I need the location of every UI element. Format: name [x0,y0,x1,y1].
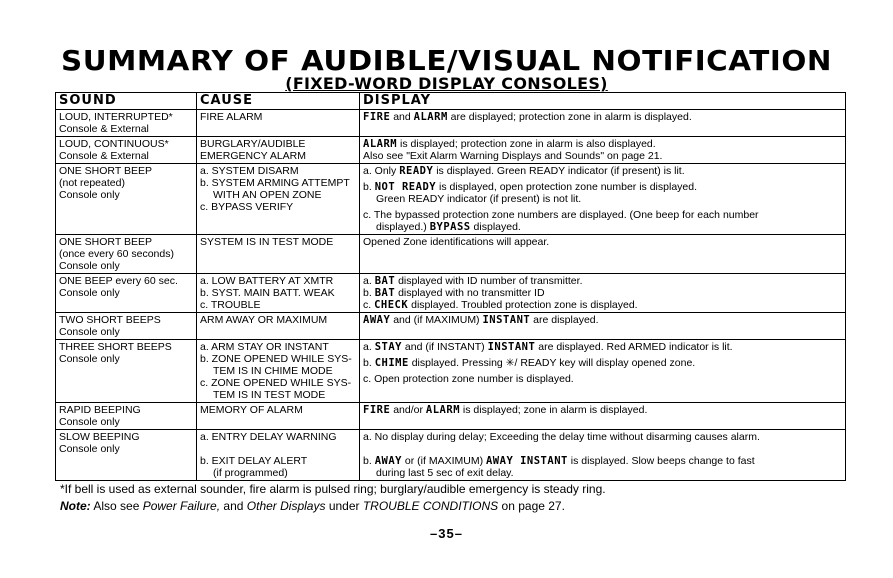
table-body [56,110,846,481]
display-word: FIRE [363,111,391,123]
table-row [56,403,846,430]
display-cell [360,137,846,164]
display-cell [360,274,846,313]
note-part: Also see [93,499,143,513]
sound-line: ONE BEEP every 60 sec. [59,275,178,287]
display-word: FIRE [363,404,391,416]
display-text: a. [363,275,375,287]
cause-line: MEMORY OF ALARM [200,404,303,416]
note [60,499,565,513]
sound-cell [56,137,197,164]
sound-line: Console only [59,326,120,338]
sound-cell [56,430,197,481]
display-word: CHIME [374,357,409,369]
cause-line: b. SYSTEM ARMING ATTEMPT [200,177,350,189]
display-cell [360,164,846,235]
display-line [363,341,842,353]
display-word: ALARM [363,138,398,150]
sound-cell [56,164,197,235]
cause-cell [197,340,360,403]
display-word: CHECK [374,299,409,311]
cause-line: c. ZONE OPENED WHILE SYS- [200,377,352,389]
display-text: a. [363,341,375,353]
table-row [56,430,846,481]
cause-cell [197,274,360,313]
display-text: displayed with ID number of transmitter. [395,275,583,287]
display-text: is displayed. Green READY indicator (if present) is lit. [433,165,685,177]
note-part: Other Displays [246,499,326,513]
sound-cell [56,403,197,430]
display-line [363,111,842,123]
cause-cell [197,430,360,481]
sound-line: Console only [59,260,120,272]
sound-line: Console only [59,443,120,455]
display-text: b. [363,181,375,193]
cause-line: a. SYSTEM DISARM [200,165,299,177]
display-text: is displayed. Slow beeps change to fast [567,455,755,467]
cause-line: a. ARM STAY OR INSTANT [200,341,329,353]
note-label: Note: [60,499,91,513]
table-header-row [56,93,846,110]
cause-cell [197,313,360,340]
display-word: ALARM [413,111,448,123]
display-text: are displayed. [530,314,599,326]
display-text: c. [363,299,375,311]
sound-cell [56,274,197,313]
display-line [363,431,842,443]
note-part: and [220,499,247,513]
display-text: a. No display during delay; Exceeding the delay time without disarming causes alarm. [363,431,760,443]
display-text: and/or [390,404,426,416]
display-cell [360,313,846,340]
cause-line: c. TROUBLE [200,299,261,311]
sound-line: (once every 60 seconds) [59,248,174,260]
table-row [56,137,846,164]
display-cell [360,430,846,481]
cause-cell [197,235,360,274]
display-line [363,181,842,193]
display-line [363,314,842,326]
display-text: or (if MAXIMUM) [401,455,486,467]
notification-table [55,92,846,481]
display-line [363,150,842,162]
sound-line: Console only [59,287,120,299]
display-word: BYPASS [429,221,471,233]
cause-line [200,443,356,455]
cause-cell [197,403,360,430]
cause-line: (if programmed) [213,467,288,479]
header-display: DISPLAY [360,93,846,110]
display-word: AWAY [374,455,402,467]
display-line [363,165,842,177]
sound-line: Console & External [59,150,149,162]
display-line [363,287,842,299]
display-line [363,455,842,467]
sound-cell [56,313,197,340]
display-cell [360,403,846,430]
sound-line: (not repeated) [59,177,125,189]
display-text: c. Open protection zone number is displayed. [363,373,574,385]
display-line [363,299,842,311]
display-text: Also see "Exit Alarm Warning Displays and Sounds" on page 21. [363,150,663,162]
display-text: are displayed; protection zone in alarm is displayed. [447,111,692,123]
page-subtitle: (FIXED-WORD DISPLAY CONSOLES) [285,74,608,93]
display-text: Green READY indicator (if present) is not lit. [376,193,582,205]
sound-line: Console only [59,353,120,365]
display-cell [360,110,846,137]
display-word: BAT [374,287,396,299]
cause-line: b. ZONE OPENED WHILE SYS- [200,353,352,365]
page-title: SUMMARY OF AUDIBLE/VISUAL NOTIFICATION [61,44,832,77]
header-cause: CAUSE [197,93,360,110]
sound-line: LOUD, CONTINUOUS* [59,138,169,150]
display-word: ALARM [425,404,461,416]
display-text: displayed with no transmitter ID [395,287,545,299]
display-text: and [390,111,414,123]
sound-line: Console & External [59,123,149,135]
cause-line: a. ENTRY DELAY WARNING [200,431,337,443]
cause-line: TEM IS IN TEST MODE [213,389,326,401]
cause-line: WITH AN OPEN ZONE [213,189,322,201]
display-cell [360,340,846,403]
display-text: is displayed, open protection zone number is displayed. [436,181,697,193]
display-line [363,193,842,205]
cause-line: ARM AWAY OR MAXIMUM [200,314,328,326]
table-row [56,110,846,137]
note-part: Power Failure, [142,499,221,513]
cause-line: TEM IS IN CHIME MODE [213,365,333,377]
display-line [363,221,842,233]
table-row [56,164,846,235]
note-part: on page 27. [498,499,565,513]
display-text: is displayed; zone in alarm is displayed. [460,404,648,416]
display-word: NOT READY [374,181,437,193]
note-part: under [325,499,363,513]
header-sound: SOUND [56,93,197,110]
note-part: TROUBLE CONDITIONS [362,499,499,513]
display-line [363,236,842,248]
table-row [56,274,846,313]
display-line [363,373,842,385]
sound-line: LOUD, INTERRUPTED* [59,111,173,123]
display-text: b. [363,357,375,369]
cause-cell [197,164,360,235]
cause-cell [197,137,360,164]
cause-line: SYSTEM IS IN TEST MODE [200,236,334,248]
page-number: –35– [430,526,463,541]
display-word: STAY [374,341,402,353]
sound-cell [56,340,197,403]
sound-line: ONE SHORT BEEP [59,236,152,248]
display-text: c. The bypassed protection zone numbers are displayed. (One beep for each number [363,209,759,221]
table-row [56,313,846,340]
display-text: displayed.) [376,221,430,233]
sound-line: Console only [59,416,120,428]
display-text: displayed. Troubled protection zone is displayed. [408,299,638,311]
cause-line: EMERGENCY ALARM [200,150,306,162]
display-text: are displayed. Red ARMED indicator is lit. [535,341,733,353]
display-line [363,209,842,221]
display-word: READY [399,165,434,177]
display-text: displayed. [470,221,521,233]
footnote: *If bell is used as external sounder, fire alarm is pulsed ring; burglary/audible emergency is steady ring. [60,482,606,496]
sound-cell [56,110,197,137]
cause-line: a. LOW BATTERY AT XMTR [200,275,334,287]
cause-line: c. BYPASS VERIFY [200,201,294,213]
display-text: and (if MAXIMUM) [390,314,483,326]
cause-cell [197,110,360,137]
cause-line: b. EXIT DELAY ALERT [200,455,308,467]
display-line [363,138,842,150]
display-text: and (if INSTANT) [401,341,488,353]
display-word: INSTANT [482,314,531,326]
display-text: displayed. Pressing ✳/ READY key will display opened zone. [408,357,696,369]
cause-line: b. SYST. MAIN BATT. WEAK [200,287,335,299]
sound-line: THREE SHORT BEEPS [59,341,172,353]
display-text: is displayed; protection zone in alarm is also displayed. [397,138,656,150]
sound-line: SLOW BEEPING [59,431,140,443]
display-line [363,467,842,479]
display-word: AWAY [363,314,391,326]
display-line [363,275,842,287]
cause-line: BURGLARY/AUDIBLE [200,138,306,150]
sound-cell [56,235,197,274]
sound-line: Console only [59,189,120,201]
display-line [363,443,842,455]
sound-line: TWO SHORT BEEPS [59,314,161,326]
display-text: a. Only [363,165,400,177]
display-word: AWAY INSTANT [485,455,568,467]
sound-line: ONE SHORT BEEP [59,165,152,177]
display-word: INSTANT [487,341,536,353]
display-text: during last 5 sec of exit delay. [376,467,514,479]
display-word: BAT [374,275,396,287]
table-row [56,340,846,403]
cause-line: FIRE ALARM [200,111,263,123]
display-text: b. [363,455,375,467]
table-row [56,235,846,274]
display-cell [360,235,846,274]
display-text: b. [363,287,375,299]
display-line [363,404,842,416]
note-text [93,499,565,513]
display-line [363,357,842,369]
sound-line: RAPID BEEPING [59,404,141,416]
display-text: Opened Zone identifications will appear. [363,236,550,248]
